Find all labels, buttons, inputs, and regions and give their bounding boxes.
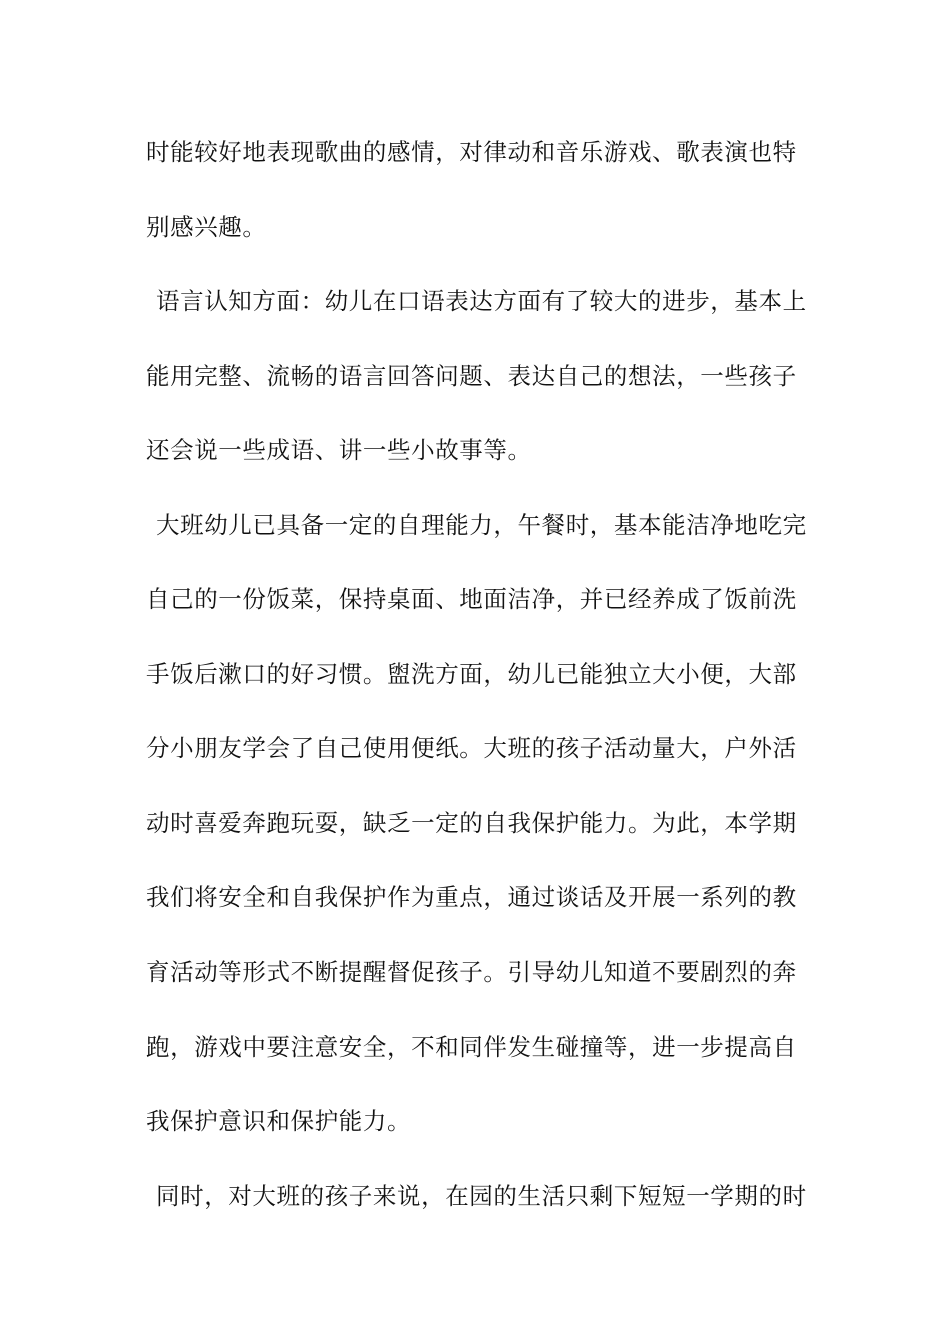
paragraph-line: 别感兴趣。 [146, 213, 267, 241]
paragraph-line: 动时喜爱奔跑玩耍，缺乏一定的自我保护能力。为此，本学期 [146, 809, 797, 837]
paragraph-line: 跑，游戏中要注意安全，不和同伴发生碰撞等，进一步提高自 [146, 1033, 797, 1061]
paragraph-line: 育活动等形式不断提醒督促孩子。引导幼儿知道不要剧烈的奔 [146, 958, 797, 986]
paragraph-line: 分小朋友学会了自己使用便纸。大班的孩子活动量大，户外活 [146, 734, 797, 762]
paragraph-line: 我保护意识和保护能力。 [146, 1107, 412, 1135]
paragraph-line: 手饭后漱口的好习惯。盥洗方面，幼儿已能独立大小便，大部 [146, 660, 797, 688]
paragraph-line: 大班幼儿已具备一定的自理能力，午餐时，基本能洁净地吃完 [156, 511, 807, 539]
paragraph-line: 还会说一些成语、讲一些小故事等。 [146, 436, 532, 464]
paragraph-line: 我们将安全和自我保护作为重点，通过谈话及开展一系列的教 [146, 883, 797, 911]
paragraph-line: 自己的一份饭菜，保持桌面、地面洁净，并已经养成了饭前洗 [146, 585, 797, 613]
paragraph-line: 同时，对大班的孩子来说，在园的生活只剩下短短一学期的时 [156, 1182, 807, 1210]
paragraph-line: 语言认知方面：幼儿在口语表达方面有了较大的进步，基本上 [156, 287, 807, 315]
paragraph-line: 能用完整、流畅的语言回答问题、表达自己的想法，一些孩子 [146, 362, 797, 390]
paragraph-line: 时能较好地表现歌曲的感情，对律动和音乐游戏、歌表演也特 [146, 138, 797, 166]
